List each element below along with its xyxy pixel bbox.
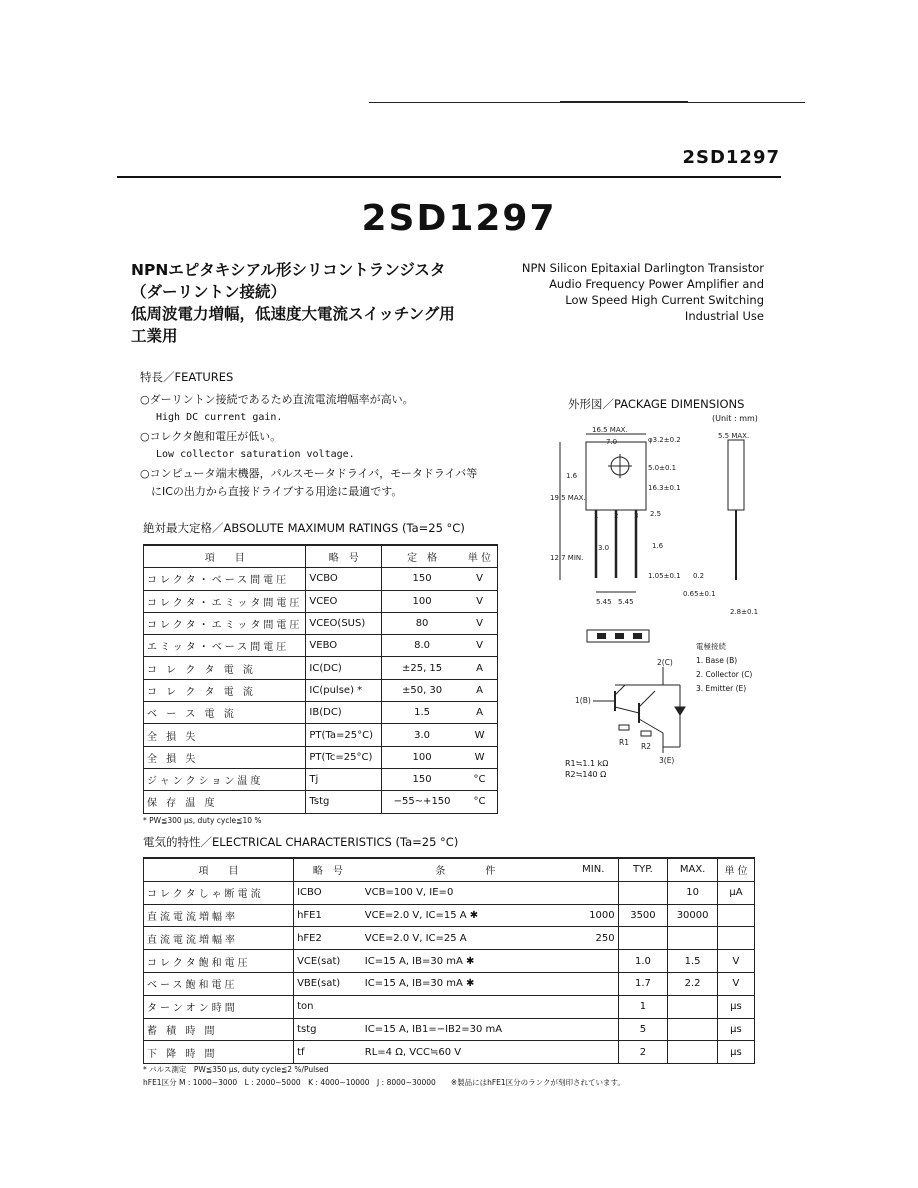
param-name: 全 損 失: [144, 746, 306, 768]
table-row: [144, 590, 498, 612]
jp-desc-line: NPNエピタキシアル形シリコントランジスタ: [131, 261, 446, 279]
max: 2.2: [668, 972, 718, 995]
table-row: [144, 972, 755, 995]
param-name: ベース飽和電圧: [144, 972, 294, 995]
package-side: [728, 440, 744, 510]
package-heading: 外形図／PACKAGE DIMENSIONS: [568, 397, 745, 411]
jp-desc-line: 工業用: [131, 327, 178, 345]
header-part-number: 2SD1297: [682, 147, 780, 168]
pin-number: 2: [614, 512, 619, 520]
feature-item-en: High DC current gain.: [156, 412, 283, 423]
unit: °C: [462, 768, 497, 790]
conditions: VCB=100 V, IE=0: [362, 881, 569, 904]
jp-desc-line: （ダーリントン接続）: [131, 283, 287, 301]
col-header: 条 件: [362, 858, 569, 881]
max: [668, 927, 718, 950]
dim-label: 1.05±0.1: [648, 572, 681, 580]
unit: W: [462, 746, 497, 768]
circuit-label: 2(C): [657, 658, 673, 667]
resistor-r2: [641, 731, 651, 736]
param-name: 蓄 積 時 間: [144, 1018, 294, 1041]
param-name: コレクタ・ベース間電圧: [144, 568, 306, 590]
symbol: ton: [294, 995, 362, 1018]
header-rule: [117, 176, 781, 178]
en-desc-line: NPN Silicon Epitaxial Darlington Transistor: [521, 261, 764, 275]
max: [668, 1041, 718, 1064]
typ: [618, 881, 668, 904]
unit: μs: [717, 1018, 754, 1041]
unit: [717, 904, 754, 927]
conditions: IC=15 A, IB=30 mA ✱: [362, 950, 569, 973]
typ: [618, 927, 668, 950]
symbol: VCE(sat): [294, 950, 362, 973]
min: [569, 881, 618, 904]
unit: A: [462, 679, 497, 701]
symbol: IC(pulse) *: [306, 679, 382, 701]
min: [569, 972, 618, 995]
min: [569, 950, 618, 973]
feature-item: ○コンピュータ端末機器，パルスモータドライバ，モータドライバ等: [140, 466, 478, 480]
page-title: 2SD1297: [361, 198, 557, 239]
symbol: hFE1: [294, 904, 362, 927]
table-row: [144, 1041, 755, 1064]
symbol: tstg: [294, 1018, 362, 1041]
max: [668, 995, 718, 1018]
symbol: VCEO(SUS): [306, 612, 382, 634]
table-row: [144, 904, 755, 927]
col-header: MIN.: [569, 858, 618, 881]
table-row: [144, 724, 498, 746]
unit: V: [717, 950, 754, 973]
circuit-label: 1(B): [575, 696, 591, 705]
rating: 100: [382, 590, 462, 612]
param-name: 全 損 失: [144, 724, 306, 746]
rating: 1.5: [382, 702, 462, 724]
col-header: 単 位: [717, 858, 754, 881]
unit: V: [462, 635, 497, 657]
elec-footnote-2: hFE1区分 M : 1000∼3000 L : 2000∼5000 K : 4000∼10000 J : 8000∼30000 ※製品にはhFE1区分のランクが刻印されています。: [143, 1078, 625, 1087]
feature-item-en: Low collector saturation voltage.: [156, 449, 355, 460]
typ: 3500: [618, 904, 668, 927]
table-row: [144, 612, 498, 634]
feature-item: にICの出力から直接ドライブする用途に最適です。: [140, 485, 403, 498]
conditions: [362, 995, 569, 1018]
rating: 80: [382, 612, 462, 634]
unit: μs: [717, 1041, 754, 1064]
min: [569, 995, 618, 1018]
dim-label: 1.6: [566, 472, 578, 480]
dim-label: 16.5 MAX.: [592, 426, 628, 434]
symbol: IC(DC): [306, 657, 382, 679]
param-name: 保 存 温 度: [144, 791, 306, 813]
dim-label: 0.2: [693, 572, 705, 580]
jp-desc-line: 低周波電力増幅，低速度大電流スイッチング用: [131, 305, 455, 323]
dim-label: 19.5 MAX.: [550, 494, 586, 502]
min: [569, 1018, 618, 1041]
table-row: [144, 995, 755, 1018]
symbol: PT(Ta=25°C): [306, 724, 382, 746]
conditions: VCE=2.0 V, IC=25 A: [362, 927, 569, 950]
table-row: [144, 635, 498, 657]
param-name: ベ ー ス 電 流: [144, 702, 306, 724]
unit: V: [462, 612, 497, 634]
unit: μs: [717, 995, 754, 1018]
table-row: [144, 791, 498, 813]
table-row: [144, 568, 498, 590]
param-name: コ レ ク タ 電 流: [144, 657, 306, 679]
feature-item: ○コレクタ飽和電圧が低い。: [140, 429, 282, 443]
abs-max-table: [143, 544, 498, 814]
conditions: IC=15 A, IB=30 mA ✱: [362, 972, 569, 995]
features-heading: 特長／FEATURES: [140, 370, 234, 384]
param-name: エミッタ・ベース間電圧: [144, 635, 306, 657]
symbol: VCEO: [306, 590, 382, 612]
package-drawing: [548, 420, 778, 620]
dim-label: φ3.2±0.2: [648, 436, 681, 444]
jp-description: [131, 259, 455, 347]
symbol: VBE(sat): [294, 972, 362, 995]
resistor-value: R2≒140 Ω: [565, 770, 607, 779]
symbol: Tstg: [306, 791, 382, 813]
max: 10: [668, 881, 718, 904]
unit: A: [462, 657, 497, 679]
symbol: hFE2: [294, 927, 362, 950]
symbol: Tj: [306, 768, 382, 790]
dim-label: 12.7 MIN.: [550, 554, 584, 562]
rating: 3.0: [382, 724, 462, 746]
conditions: RL=4 Ω, VCC≒60 V: [362, 1041, 569, 1064]
rating: −55∼+150: [382, 791, 462, 813]
pin-number: 3: [634, 512, 639, 520]
table-row: [144, 679, 498, 701]
features-section: [140, 368, 477, 502]
conditions: IC=15 A, IB1=−IB2=30 mA: [362, 1018, 569, 1041]
circuit-label: R1: [619, 738, 629, 747]
col-header: 定 格: [382, 545, 462, 568]
rating: ±50, 30: [382, 679, 462, 701]
col-header: TYP.: [618, 858, 668, 881]
col-header: 項 目: [144, 858, 294, 881]
en-desc-line: Industrial Use: [684, 309, 764, 323]
col-header: 略 号: [306, 545, 382, 568]
max: [668, 1018, 718, 1041]
table-header-row: [144, 858, 755, 881]
max: 1.5: [668, 950, 718, 973]
pin-number: 1: [594, 512, 599, 520]
dim-label: 5.45: [596, 598, 612, 606]
dim-label: 5.0±0.1: [648, 464, 677, 472]
table-row: [144, 1018, 755, 1041]
dim-label: 5.45: [618, 598, 634, 606]
param-name: コレクタ・エミッタ間電圧: [144, 612, 306, 634]
pin-legend-item: 3. Emitter (E): [696, 684, 747, 693]
table-row: [144, 657, 498, 679]
pin-footprint: [585, 628, 655, 646]
package-unit: (Unit : mm): [712, 414, 758, 423]
table-row: [144, 746, 498, 768]
en-desc-line: Audio Frequency Power Amplifier and: [549, 277, 764, 291]
diode-symbol: [675, 707, 685, 715]
param-name: コレクタ飽和電圧: [144, 950, 294, 973]
dim-label: 2.8±0.1: [730, 608, 759, 616]
symbol: VEBO: [306, 635, 382, 657]
min: 1000: [569, 904, 618, 927]
abs-max-heading: 絶対最大定格／ABSOLUTE MAXIMUM RATINGS (Ta=25 °C): [143, 521, 465, 535]
param-name: コ レ ク タ 電 流: [144, 679, 306, 701]
resistor-r1: [619, 725, 629, 730]
param-name: 直流電流増幅率: [144, 904, 294, 927]
en-description: [522, 260, 764, 324]
symbol: VCBO: [306, 568, 382, 590]
table-row: [144, 950, 755, 973]
dim-label: 5.5 MAX.: [718, 432, 750, 440]
pin-legend-item: 2. Collector (C): [696, 670, 753, 679]
min: [569, 1041, 618, 1064]
typ: 1: [618, 995, 668, 1018]
rating: 150: [382, 568, 462, 590]
top-rule-accent: [560, 101, 688, 103]
rating: ±25, 15: [382, 657, 462, 679]
pin-legend-item: 1. Base (B): [696, 656, 738, 665]
package-body: [586, 442, 646, 510]
typ: 2: [618, 1041, 668, 1064]
col-header: 項 目: [144, 545, 306, 568]
table-row: [144, 927, 755, 950]
dim-label: 1.6: [652, 542, 664, 550]
feature-item: ○ダーリントン接続であるため直流電流増幅率が高い。: [140, 392, 414, 406]
max: 30000: [668, 904, 718, 927]
rating: 100: [382, 746, 462, 768]
elec-footnote-1: * パルス測定 PW≦350 μs, duty cycle≦2 %/Pulsed: [143, 1065, 329, 1074]
rating: 150: [382, 768, 462, 790]
en-desc-line: Low Speed High Current Switching: [565, 293, 764, 307]
dim-label: 16.3±0.1: [648, 484, 681, 492]
pin-legend: [696, 640, 752, 696]
dim-label: 3.0: [598, 544, 610, 552]
unit: V: [462, 568, 497, 590]
table-row: [144, 702, 498, 724]
param-name: ジャンクション温度: [144, 768, 306, 790]
param-name: 直流電流増幅率: [144, 927, 294, 950]
unit: V: [462, 590, 497, 612]
symbol: ICBO: [294, 881, 362, 904]
col-header: 単 位: [462, 545, 497, 568]
dim-label: 2.5: [650, 510, 662, 518]
table-row: [144, 881, 755, 904]
elec-heading: 電気的特性／ELECTRICAL CHARACTERISTICS (Ta=25 °C): [143, 835, 459, 849]
table-header-row: [144, 545, 498, 568]
unit: A: [462, 702, 497, 724]
pin-legend-heading: 電極接続: [696, 642, 726, 651]
abs-max-footnote: * PW≦300 μs, duty cycle≦10 %: [143, 816, 262, 825]
param-name: コレクタしゃ断電流: [144, 881, 294, 904]
unit: V: [717, 972, 754, 995]
symbol: IB(DC): [306, 702, 382, 724]
param-name: コレクタ・エミッタ間電圧: [144, 590, 306, 612]
circuit-label: R2: [641, 742, 651, 751]
circuit-label: 3(E): [659, 756, 675, 765]
rating: 8.0: [382, 635, 462, 657]
typ: 5: [618, 1018, 668, 1041]
unit: W: [462, 724, 497, 746]
dim-label: 0.65±0.1: [683, 590, 716, 598]
typ: 1.7: [618, 972, 668, 995]
col-header: 略 号: [294, 858, 362, 881]
darlington-circuit: [575, 655, 695, 765]
symbol: PT(Tc=25°C): [306, 746, 382, 768]
typ: 1.0: [618, 950, 668, 973]
unit: μA: [717, 881, 754, 904]
elec-table: [143, 857, 755, 1064]
resistor-values: [565, 758, 608, 780]
param-name: ターンオン時間: [144, 995, 294, 1018]
symbol: tf: [294, 1041, 362, 1064]
dim-label: 7.0: [606, 438, 618, 446]
unit: °C: [462, 791, 497, 813]
col-header: MAX.: [668, 858, 718, 881]
param-name: 下 降 時 間: [144, 1041, 294, 1064]
resistor-value: R1≒1.1 kΩ: [565, 759, 609, 768]
table-row: [144, 768, 498, 790]
min: 250: [569, 927, 618, 950]
unit: [717, 927, 754, 950]
conditions: VCE=2.0 V, IC=15 A ✱: [362, 904, 569, 927]
